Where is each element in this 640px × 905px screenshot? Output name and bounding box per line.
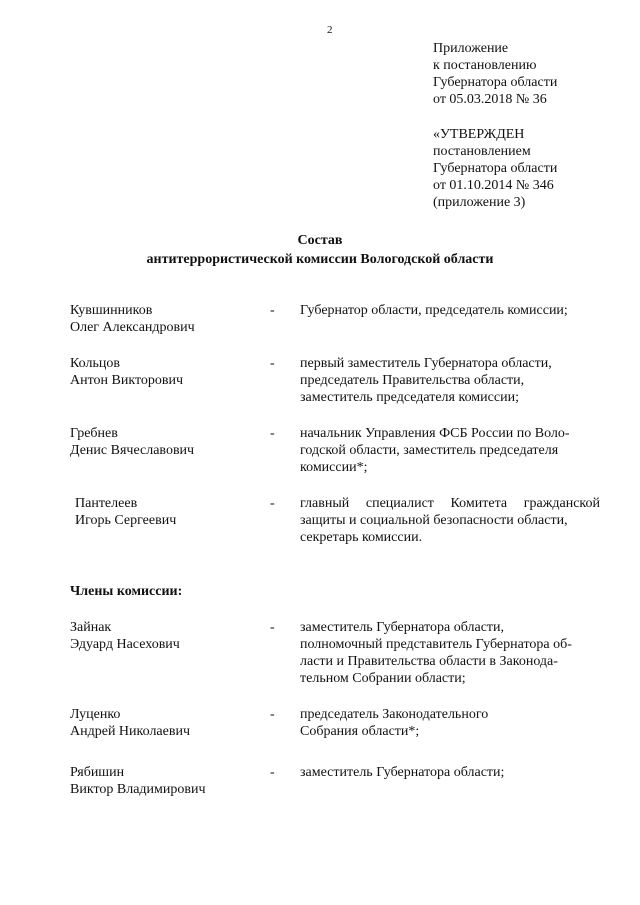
separator-dash: -: [270, 426, 275, 441]
member-position: заместитель Губернатора области;: [300, 765, 505, 780]
members-heading: Члены комиссии:: [70, 584, 183, 599]
approved-line: от 01.10.2014 № 346: [433, 178, 554, 193]
member-name: Луценко Андрей Николаевич: [70, 707, 190, 739]
member-name: Пантелеев Игорь Сергеевич: [75, 496, 177, 528]
separator-dash: -: [270, 707, 275, 722]
member-position: заместитель Губернатора области, полномочный представитель Губернатора об- ласти и Правительства области в Законода- тельном Собрании области;: [300, 620, 572, 686]
approved-line: постановлением: [433, 144, 531, 159]
approved-line: Губернатора области: [433, 161, 558, 176]
member-name: Кувшинников Олег Александрович: [70, 303, 195, 335]
approved-line: (приложение 3): [433, 195, 526, 210]
member-position: Губернатор области, председатель комиссии;: [300, 303, 568, 318]
separator-dash: -: [270, 620, 275, 635]
title-line: антитеррористической комиссии Вологодской области: [146, 252, 494, 267]
approved-block: [433, 126, 557, 211]
page-number: 2: [327, 24, 333, 36]
appendix-line: Губернатора области: [433, 75, 558, 90]
appendix-line: Приложение: [433, 41, 509, 56]
appendix-block: [433, 40, 557, 108]
separator-dash: -: [270, 765, 275, 780]
member-name: Кольцов Антон Викторович: [70, 356, 184, 388]
member-row: [0, 495, 640, 575]
member-name: Гребнев Денис Вячеславович: [70, 426, 195, 458]
member-row: [0, 619, 640, 699]
separator-dash: -: [270, 496, 275, 511]
separator-dash: -: [270, 303, 275, 318]
member-name: Рябишин Виктор Владимирович: [70, 765, 206, 797]
appendix-line: от 05.03.2018 № 36: [433, 92, 547, 107]
member-row: [0, 355, 640, 435]
member-row: [0, 764, 640, 844]
member-position: председатель Законодательного Собрания области*;: [300, 707, 489, 739]
member-name: Зайнак Эдуард Насехович: [70, 620, 180, 652]
member-row: [0, 425, 640, 505]
member-position: начальник Управления ФСБ России по Воло- годской области, заместитель председателя комиссии*;: [300, 426, 570, 475]
separator-dash: -: [270, 356, 275, 371]
member-position: главный специалист Комитета гражданской защиты и социальной безопасности области, секретарь комиссии.: [300, 496, 600, 545]
appendix-line: к постановлению: [433, 58, 537, 73]
title-line: Состав: [297, 233, 343, 248]
document-title: [0, 232, 640, 270]
approved-line: «УТВЕРЖДЕН: [433, 127, 525, 142]
member-position: первый заместитель Губернатора области, председатель Правительства области, заместитель председателя комиссии;: [300, 356, 552, 405]
